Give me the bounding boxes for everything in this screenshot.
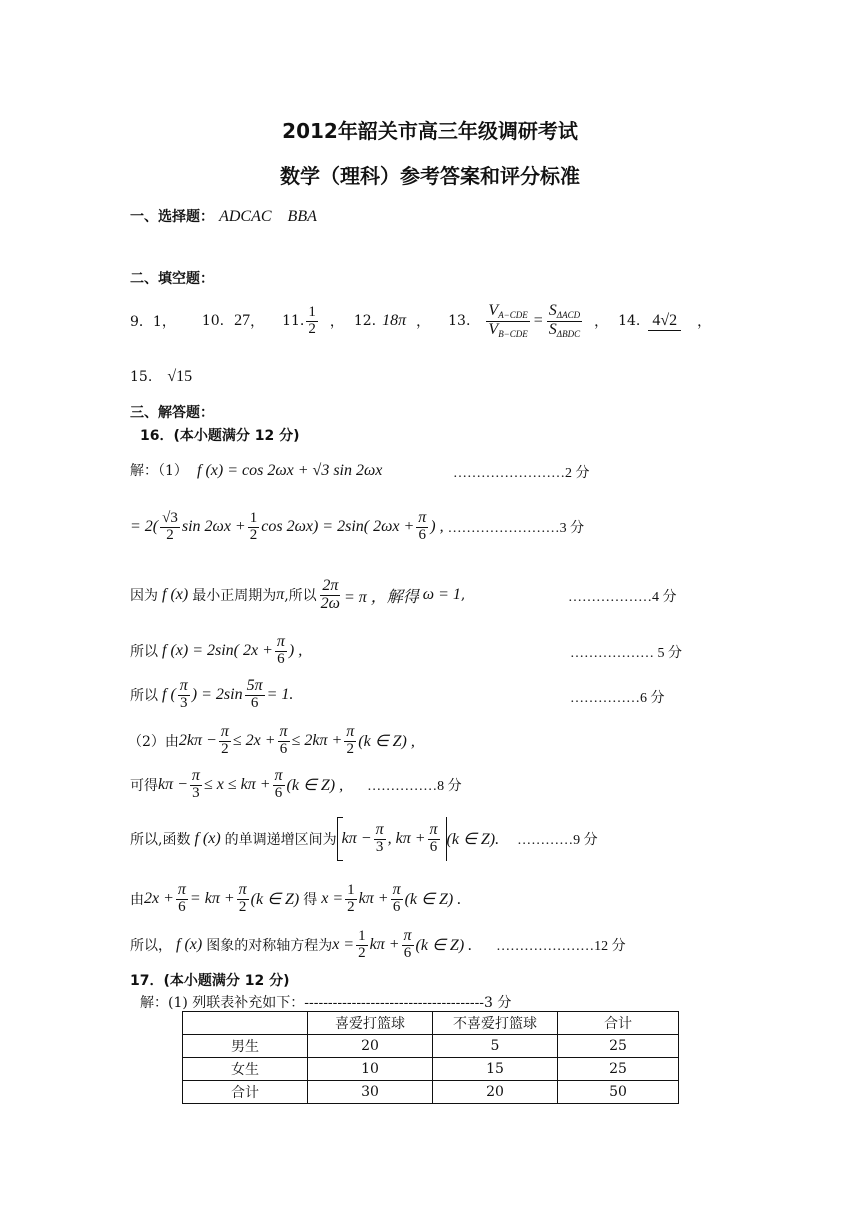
fill-a11 [306,305,318,338]
table-header-cell: 合计 [558,1012,679,1035]
q16-line8-c: 的单调递增区间为 [224,832,337,848]
q16-line3-e: ,所以 [284,588,317,604]
table-cell: 30 [308,1081,433,1104]
q16-line4-b: f (x) = 2sin( 2x + [162,642,273,659]
table-header-cell: 不喜爱打篮球 [433,1012,558,1035]
q16-line8-a: 所以,函数 [130,832,191,848]
table-header-cell: 喜爱打篮球 [308,1012,433,1035]
section-choice [130,206,317,226]
q16-line3-g: ω = 1 [422,586,461,603]
contingency-table [182,1011,679,1104]
fill-a12: 18π [382,312,407,329]
fill-q15: 15. [130,369,153,385]
q16-line3-c: 最小正周期为 [192,588,277,604]
q16-score4: ……………… 5 分 [570,646,682,661]
q16-line3: 因为 f (x) 最小正周期为 π ,所以 $\frac{2\pi}{2\omega}$ = π ，解得 ω = 1 , [130,576,466,612]
q16-line6: （2）由 2kπ − $\frac{\pi}{2}$ ≤ 2x + $\frac{\pi}{6}$ ≤ 2kπ + $\frac{\pi}{2}$ (k ∈ Z) , [128,723,415,758]
q16-line9-a: 由 [130,892,144,908]
q16-line3-a: 因为 [130,588,158,604]
fill-answers-row: 9．1， 10. 27 ， 11. $\frac{1}{2}$ ， 12. 18π ， 13. $\frac{V_{A-CDE}}{V_{B-CDE}}$ = $\frac{S_{\Delta ACD}}{S_{\Delta BDC}}$ ， 14. 4√2 ， [130,302,712,339]
q16-line5-a: 所以 [130,688,158,704]
q16-line3-d: π [276,586,285,603]
q16-line5: 所以 f ( $\frac{\pi}{3}$ ) = 2sin $\frac{5\pi}{6}$ = 1. [130,677,294,712]
q16-line6-a: （2）由 [128,734,179,750]
table-row [183,1058,679,1081]
table-row [183,1081,679,1104]
section-choice-label: 一、选择题： [130,209,214,225]
q16-line7: 可得 kπ − $\frac{\pi}{3}$ ≤ x ≤ kπ + $\frac{\pi}{6}$ (k ∈ Z) , ……………8 分 [130,767,462,802]
page-subtitle: 数学（理科）参考答案和评分标准 [280,164,580,188]
table-header-row [183,1012,679,1035]
table-cell: 5 [433,1035,558,1058]
table-cell: 女生 [183,1058,308,1081]
table-row [183,1035,679,1058]
q16-line10-c: 图象的对称轴方程为 [206,938,333,954]
page-title: 2012年韶关市高三年级调研考试 [282,119,578,143]
q16-line2: = 2( $\frac{√3}{2}$ sin 2ωx + $\frac{1}{2}$ cos 2ωx) = 2sin( 2ωx + $\frac{\pi}{6}$ ) , ……………………3 分 [130,509,585,544]
table-cell: 15 [433,1058,558,1081]
q16-line1-prefix: 解：（1） [130,463,188,479]
table-cell: 25 [558,1058,679,1081]
fill-q9: 9．1， [130,314,176,330]
q16-score3: ………………4 分 [568,590,677,605]
q16-line9-b: 得 [303,892,318,908]
table-cell: 合计 [183,1081,308,1104]
fill-a11-num: 1 [308,303,316,320]
table-cell: 20 [433,1081,558,1104]
q16-line8: 所以,函数 f (x) 的单调递增区间为 kπ − $\frac{\pi}{3}$ , kπ + $\frac{\pi}{6}$ (k ∈ Z). …………9 分 [130,814,598,864]
q16-score10: …………………12 分 [496,939,626,954]
q16-line3-f: = π ，解得 [343,588,419,606]
q16-header: 16．(本小题满分 12 分) [140,428,300,444]
fill-a11-den: 2 [308,320,316,337]
q16-line7-a: 可得 [130,778,158,794]
q16-score1: ……………………2 分 [453,466,590,481]
table-header-cell [183,1012,308,1035]
section-fill-label: 二、填空题： [130,271,214,287]
q16-line8-b: f (x) [194,830,221,847]
q16-line4: 所以 f (x) = 2sin( 2x + $\frac{\pi}{6}$ ) , [130,633,303,668]
q16-line3-b: f (x) [162,586,189,603]
q16-line9: 由 2x + $\frac{\pi}{6}$ = kπ + $\frac{\pi}{2}$ (k ∈ Z) 得 x = $\frac{1}{2}$ kπ + $\frac{\pi}{6}$ (k ∈ Z) . [130,881,462,916]
q17-line1: 解：(1) 列联表补充如下：--------------------------------------3 分 [140,995,512,1011]
fill-q14: 14. [618,313,641,329]
fill-a10: 27 [234,312,251,329]
q16-line1 [130,460,382,480]
table-cell: 25 [558,1035,679,1058]
table-cell: 50 [558,1081,679,1104]
table-cell: 20 [308,1035,433,1058]
table-cell: 10 [308,1058,433,1081]
fill-a14: 4√2 [648,312,681,331]
section-solve-label: 三、解答题： [130,405,214,421]
q16-line10: 所以， f (x) 图象的对称轴方程为 x = $\frac{1}{2}$ kπ + $\frac{\pi}{6}$ (k ∈ Z) . …………………12 分 [130,927,626,962]
table-cell: 男生 [183,1035,308,1058]
q16-score8: …………9 分 [517,833,598,848]
choice-answers: ADCAC BBA [219,208,317,225]
fill-q13: 13. [448,313,471,329]
q16-line4-a: 所以 [130,644,158,660]
q16-line1-formula: f (x) = cos 2ωx + √3 sin 2ωx [197,462,383,479]
q17-header: 17．(本小题满分 12 分) [130,973,290,989]
fill-q10: 10. [201,313,225,329]
fill-q12: 12. [353,313,377,329]
q16-score5: ……………6 分 [570,691,665,706]
fill-a13: $\frac{V_{A-CDE}}{V_{B-CDE}}$ = $\frac{S_{\Delta ACD}}{S_{\Delta BDC}}$ [488,302,581,339]
q16-line10-b: f (x) [176,936,203,953]
fill-a15: √15 [167,368,193,385]
q16-line10-a: 所以， [130,938,172,954]
fill-q11: 11. [282,313,305,329]
fill-row-15 [130,366,192,386]
q16-score7: ……………8 分 [367,779,462,794]
q16-score2: ……………………3 分 [447,521,585,536]
